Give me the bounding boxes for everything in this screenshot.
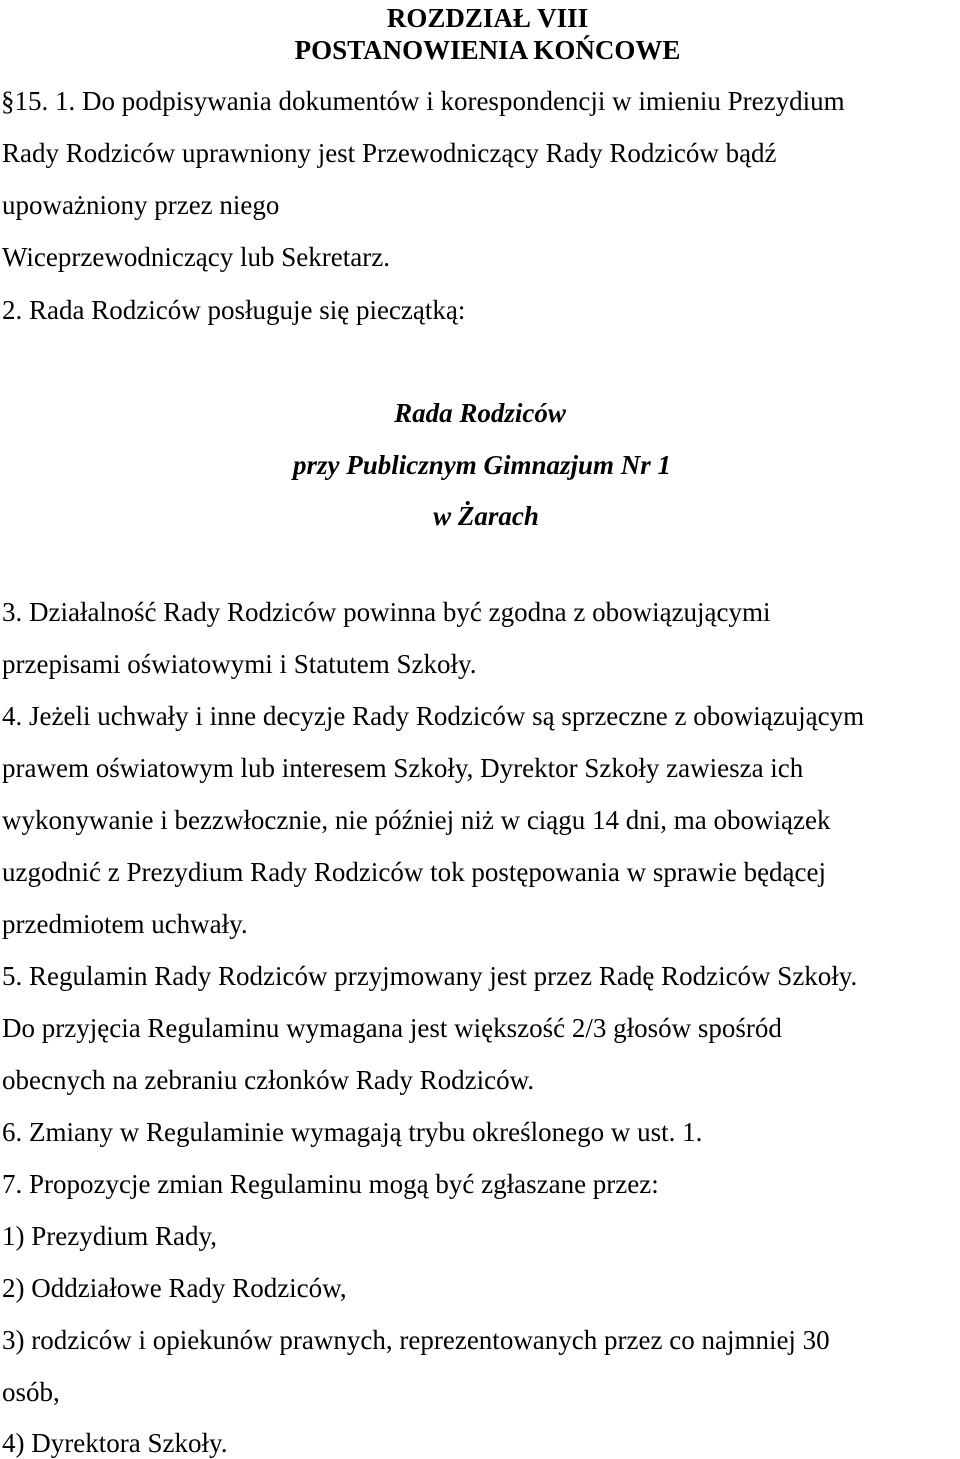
list-item-4: 4) Dyrektora Szkoły. [2,1428,228,1458]
section-15-line-2: Rady Rodziców uprawniony jest Przewodniczący Rady Rodziców bądź [2,138,777,168]
list-item-1: 1) Prezydium Rady, [2,1221,217,1251]
point-7-line: 7. Propozycje zmian Regulaminu mogą być zgłaszane przez: [2,1169,659,1199]
stamp-line-3: w Żarach [433,501,539,531]
section-15-line-3: upoważniony przez niego [2,190,280,220]
list-item-3-line-2: osób, [2,1377,60,1407]
point-3-line-2: przepisami oświatowymi i Statutem Szkoły. [2,649,477,679]
point-2-line: 2. Rada Rodziców posługuje się pieczątką: [2,295,466,325]
section-15-line-4: Wiceprzewodniczący lub Sekretarz. [2,242,390,272]
stamp-line-2: przy Publicznym Gimnazjum Nr 1 [292,450,672,480]
point-4-line-1: 4. Jeżeli uchwały i inne decyzje Rady Rodziców są sprzeczne z obowiązującym [2,701,865,731]
list-item-2: 2) Oddziałowe Rady Rodziców, [2,1273,347,1303]
chapter-title: POSTANOWIENIA KOŃCOWE [294,35,681,65]
point-4-line-5: przedmiotem uchwały. [2,909,248,939]
stamp-line-1: Rada Rodziców [394,398,566,428]
point-5-line-1: 5. Regulamin Rady Rodziców przyjmowany jest przez Radę Rodziców Szkoły. [2,961,858,991]
point-6-line: 6. Zmiany w Regulaminie wymagają trybu określonego w ust. 1. [2,1117,703,1147]
list-item-3-line-1: 3) rodziców i opiekunów prawnych, reprezentowanych przez co najmniej 30 [2,1325,830,1355]
point-3-line-1: 3. Działalność Rady Rodziców powinna być zgodna z obowiązującymi [2,597,771,627]
point-4-line-3: wykonywanie i bezzwłocznie, nie później niż w ciągu 14 dni, ma obowiązek [2,805,831,835]
point-4-line-2: prawem oświatowym lub interesem Szkoły, Dyrektor Szkoły zawiesza ich [2,753,804,783]
section-15-line-1: §15. 1. Do podpisywania dokumentów i korespondencji w imieniu Prezydium [1,86,845,116]
point-4-line-4: uzgodnić z Prezydium Rady Rodziców tok postępowania w sprawie będącej [2,857,827,887]
point-5-line-2: Do przyjęcia Regulaminu wymagana jest większość 2/3 głosów spośród [2,1013,782,1043]
chapter-number: ROZDZIAŁ VIII [386,3,589,33]
point-5-line-3: obecnych na zebraniu członków Rady Rodziców. [2,1065,535,1095]
